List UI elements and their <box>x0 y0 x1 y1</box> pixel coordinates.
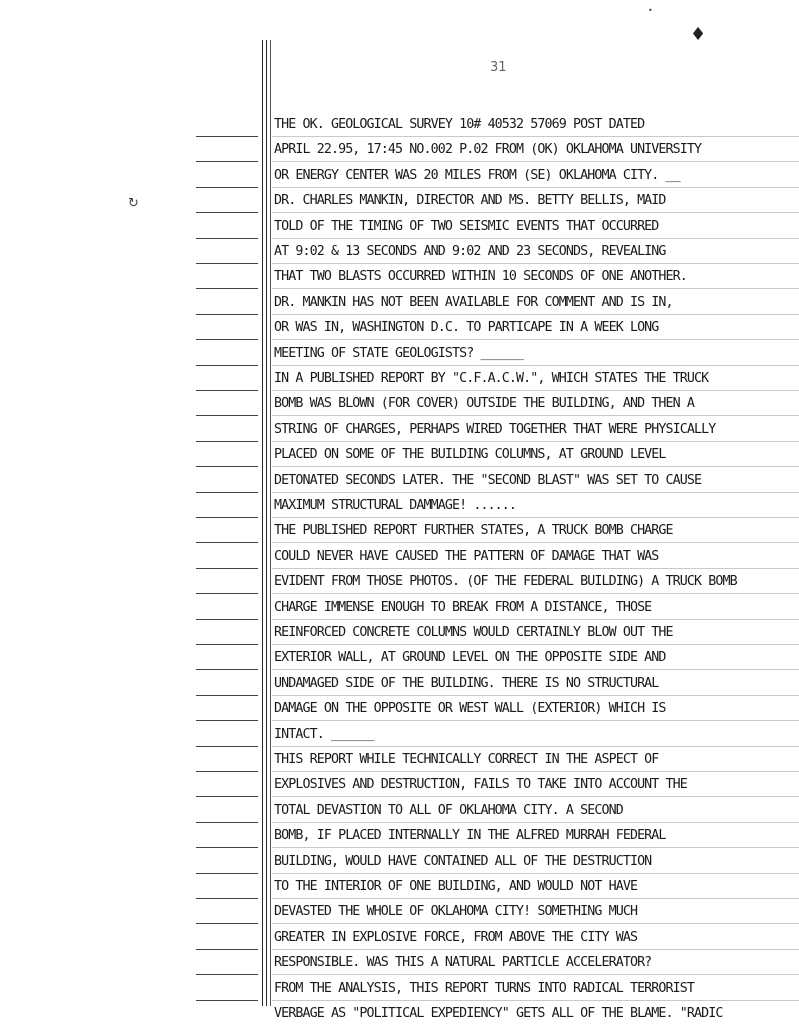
handwritten-line: OR WAS IN, WASHINGTON D.C. TO PARTICAPE IN A WEEK LONG <box>274 320 659 336</box>
ruled-line-stub <box>196 212 258 213</box>
handwritten-line: MAXIMUM STRUCTURAL DAMMAGE! ...... <box>274 498 517 513</box>
ruled-line-stub <box>196 898 258 899</box>
handwritten-line: DR. MANKIN HAS NOT BEEN AVAILABLE FOR COMMENT AND IS IN, <box>274 294 673 310</box>
pen-mark: ♦ <box>690 24 707 45</box>
ruled-line-stub <box>196 415 258 416</box>
handwritten-line: BUILDING, WOULD HAVE CONTAINED ALL OF THE DESTRUCTION <box>274 853 652 869</box>
ruled-line-stub <box>196 492 258 493</box>
ruled-line-stub <box>196 822 258 823</box>
ruled-line-stub <box>196 746 258 747</box>
handwritten-line: TOLD OF THE TIMING OF TWO SEISMIC EVENTS THAT OCCURRED <box>274 218 659 234</box>
pen-dot: • <box>648 6 653 15</box>
ruled-line-stub <box>196 238 258 239</box>
handwritten-line: THE OK. GEOLOGICAL SURVEY 10# 40532 57069 POST DATED <box>274 117 645 132</box>
ruled-line-stub <box>196 873 258 874</box>
ruled-line-stub <box>196 669 258 670</box>
handwritten-line: THIS REPORT WHILE TECHNICALLY CORRECT IN THE ASPECT OF <box>274 752 659 767</box>
handwritten-line: EXTERIOR WALL, AT GROUND LEVEL ON THE OPPOSITE SIDE AND <box>274 650 666 666</box>
handwritten-line: MEETING OF STATE GEOLOGISTS? ______ <box>274 345 524 361</box>
ruled-line-stub <box>196 720 258 721</box>
ruled-line-stub <box>196 796 258 797</box>
handwritten-line: GREATER IN EXPLOSIVE FORCE, FROM ABOVE THE CITY WAS <box>274 929 638 945</box>
handwritten-line: IN A PUBLISHED REPORT BY "C.F.A.C.W.", WHICH STATES THE TRUCK <box>274 371 709 386</box>
ruled-line-stub <box>196 161 258 162</box>
handwritten-line: TOTAL DEVASTION TO ALL OF OKLAHOMA CITY. A SECOND <box>274 802 623 818</box>
ruled-line-stub <box>196 568 258 569</box>
ruled-line-stub <box>196 441 258 442</box>
ruled-line-stub <box>196 263 258 264</box>
ruled-line-stub <box>196 136 258 137</box>
margin-rule <box>270 40 271 1006</box>
ruled-line-stub <box>196 288 258 289</box>
ruled-line-stub <box>196 390 258 391</box>
ruled-line-stub <box>196 619 258 620</box>
handwritten-line: COULD NEVER HAVE CAUSED THE PATTERN OF DAMAGE THAT WAS <box>274 548 659 564</box>
handwritten-line: EVIDENT FROM THOSE PHOTOS. (OF THE FEDERAL BUILDING) A TRUCK BOMB <box>274 574 737 590</box>
page-number: 31 <box>490 60 507 75</box>
ruled-line-stub <box>196 771 258 772</box>
ruled-line-stub <box>196 517 258 518</box>
ruled-line-stub <box>196 644 258 645</box>
handwritten-line: BOMB, IF PLACED INTERNALLY IN THE ALFRED MURRAH FEDERAL <box>274 828 666 844</box>
ruled-line-stub <box>196 187 258 188</box>
ruled-line-stub <box>196 593 258 594</box>
ruled-line-stub <box>196 949 258 950</box>
handwritten-line: STRING OF CHARGES, PERHAPS WIRED TOGETHER THAT WERE PHYSICALLY <box>274 421 716 437</box>
handwritten-line: RESPONSIBLE. WAS THIS A NATURAL PARTICLE ACCELERATOR? <box>274 955 652 971</box>
ruled-line-stub <box>196 314 258 315</box>
ruled-line-stub <box>196 365 258 366</box>
ruled-line-stub <box>196 1000 258 1001</box>
ruled-line-stub <box>196 695 258 696</box>
handwritten-line: VERBAGE AS "POLITICAL EXPEDIENCY" GETS ALL OF THE BLAME. "RADIC <box>274 1006 723 1021</box>
handwritten-line: INTACT. ______ <box>274 726 374 742</box>
handwritten-line: TO THE INTERIOR OF ONE BUILDING, AND WOULD NOT HAVE <box>274 879 638 894</box>
ruled-line-stub <box>196 974 258 975</box>
ruled-line-stub <box>196 847 258 848</box>
ruled-line-stub <box>196 542 258 543</box>
handwritten-line: FROM THE ANALYSIS, THIS REPORT TURNS INTO RADICAL TERRORIST <box>274 980 695 996</box>
ruled-line-stub <box>196 923 258 924</box>
handwritten-line: BOMB WAS BLOWN (FOR COVER) OUTSIDE THE BUILDING, AND THEN A <box>274 396 695 412</box>
handwritten-line: OR ENERGY CENTER WAS 20 MILES FROM (SE) OKLAHOMA CITY. __ <box>274 167 680 183</box>
handwritten-line: THAT TWO BLASTS OCCURRED WITHIN 10 SECONDS OF ONE ANOTHER. <box>274 269 687 285</box>
ruled-line-stub <box>196 339 258 340</box>
handwritten-line: DETONATED SECONDS LATER. THE "SECOND BLAST" WAS SET TO CAUSE <box>274 472 702 488</box>
handwritten-line: DEVASTED THE WHOLE OF OKLAHOMA CITY! SOMETHING MUCH <box>274 904 638 920</box>
handwritten-line: AT 9:02 & 13 SECONDS AND 9:02 AND 23 SECONDS, REVEALING <box>274 244 666 259</box>
handwritten-line: PLACED ON SOME OF THE BUILDING COLUMNS, AT GROUND LEVEL <box>274 447 666 463</box>
margin-rule <box>262 40 263 1006</box>
margin-rule <box>266 40 267 1006</box>
stray-mark: ↻ <box>128 196 139 211</box>
handwritten-line: APRIL 22.95, 17:45 NO.002 P.02 FROM (OK) OKLAHOMA UNIVERSITY <box>274 142 702 158</box>
handwritten-line: UNDAMAGED SIDE OF THE BUILDING. THERE IS NO STRUCTURAL <box>274 675 659 691</box>
handwritten-line: REINFORCED CONCRETE COLUMNS WOULD CERTAINLY BLOW OUT THE <box>274 625 673 640</box>
handwritten-line: DAMAGE ON THE OPPOSITE OR WEST WALL (EXTERIOR) WHICH IS <box>274 701 666 717</box>
handwritten-line: CHARGE IMMENSE ENOUGH TO BREAK FROM A DISTANCE, THOSE <box>274 599 652 615</box>
handwritten-line: DR. CHARLES MANKIN, DIRECTOR AND MS. BETTY BELLIS, MAID <box>274 193 666 209</box>
ruled-line-stub <box>196 466 258 467</box>
handwritten-line: THE PUBLISHED REPORT FURTHER STATES, A TRUCK BOMB CHARGE <box>274 523 673 539</box>
handwritten-line: EXPLOSIVES AND DESTRUCTION, FAILS TO TAKE INTO ACCOUNT THE <box>274 777 687 793</box>
